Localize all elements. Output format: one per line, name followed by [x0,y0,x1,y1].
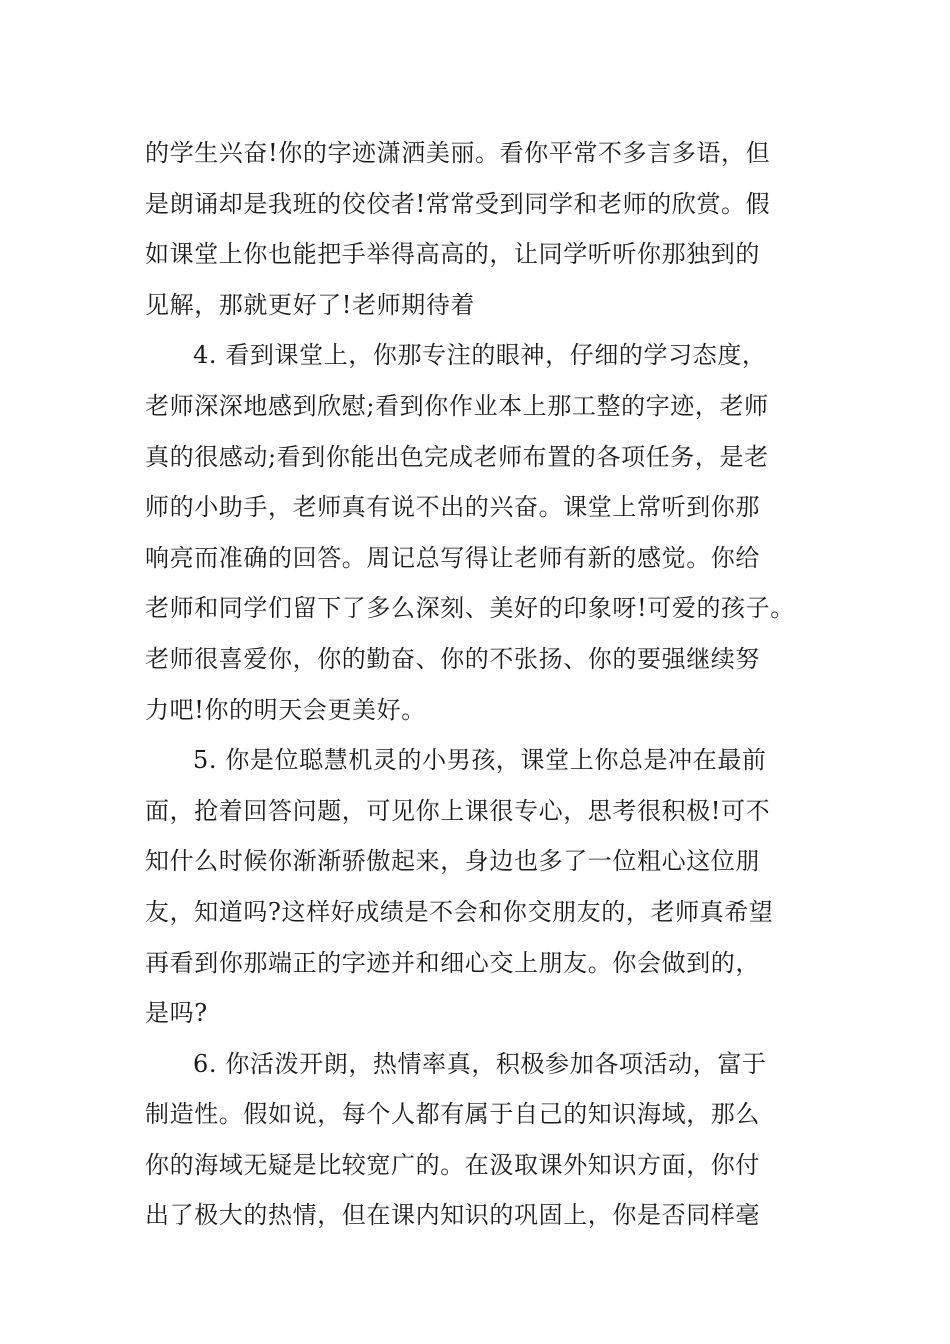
text-line: 是朗诵却是我班的佼佼者!常常受到同学和老师的欣赏。假 [145,189,771,218]
text-line: 友，知道吗?这样好成绩是不会和你交朋友的，老师真希望 [145,897,774,926]
text-line: 知什么时候你渐渐骄傲起来，身边也多了一位粗心这位朋 [145,847,760,876]
text-line: 再看到你那端正的字迹并和细心交上朋友。你会做到的， [145,948,760,977]
text-line: 制造性。假如说，每个人都有属于自己的知识海域，那么 [145,1100,760,1129]
paragraph-4-first-line: 4. 看到课堂上，你那专注的眼神，仔细的学习态度， [193,341,767,370]
text-line: 老师深深地感到欣慰;看到你作业本上那工整的字迹，老师 [145,391,769,420]
text-line: 面，抢着回答问题，可见你上课很专心，思考很积极!可不 [145,796,771,825]
text-line: 师的小助手，老师真有说不出的兴奋。课堂上常听到你那 [145,493,760,522]
paragraph-5-first-line: 5. 你是位聪慧机灵的小男孩，课堂上你总是冲在最前 [193,746,767,775]
text-line: 力吧!你的明天会更美好。 [145,695,426,724]
text-line: 如课堂上你也能把手举得高高的，让同学听听你那独到的 [145,240,760,269]
text-line: 你的海域无疑是比较宽广的。在汲取课外知识方面，你付 [145,1150,760,1179]
text-line: 出了极大的热情，但在课内知识的巩固上，你是否同样毫 [145,1201,760,1230]
text-line: 老师和同学们留下了多么深刻、美好的印象呀!可爱的孩子。 [145,594,795,623]
text-line: 见解，那就更好了!老师期待着 [145,290,476,319]
text-line: 是吗? [145,999,208,1028]
text-line: 真的很感动;看到你能出色完成老师布置的各项任务，是老 [145,442,769,471]
document-body [145,128,845,1241]
text-line: 的学生兴奋!你的字迹潇洒美丽。看你平常不多言多语，但 [145,139,771,167]
text-line: 响亮而准确的回答。周记总写得让老师有新的感觉。你给 [145,543,760,572]
text-line: 老师很喜爱你，你的勤奋、你的不张扬、你的要强继续努 [145,644,760,673]
paragraph-6-first-line: 6. 你活泼开朗，热情率真，积极参加各项活动，富于 [193,1049,767,1078]
